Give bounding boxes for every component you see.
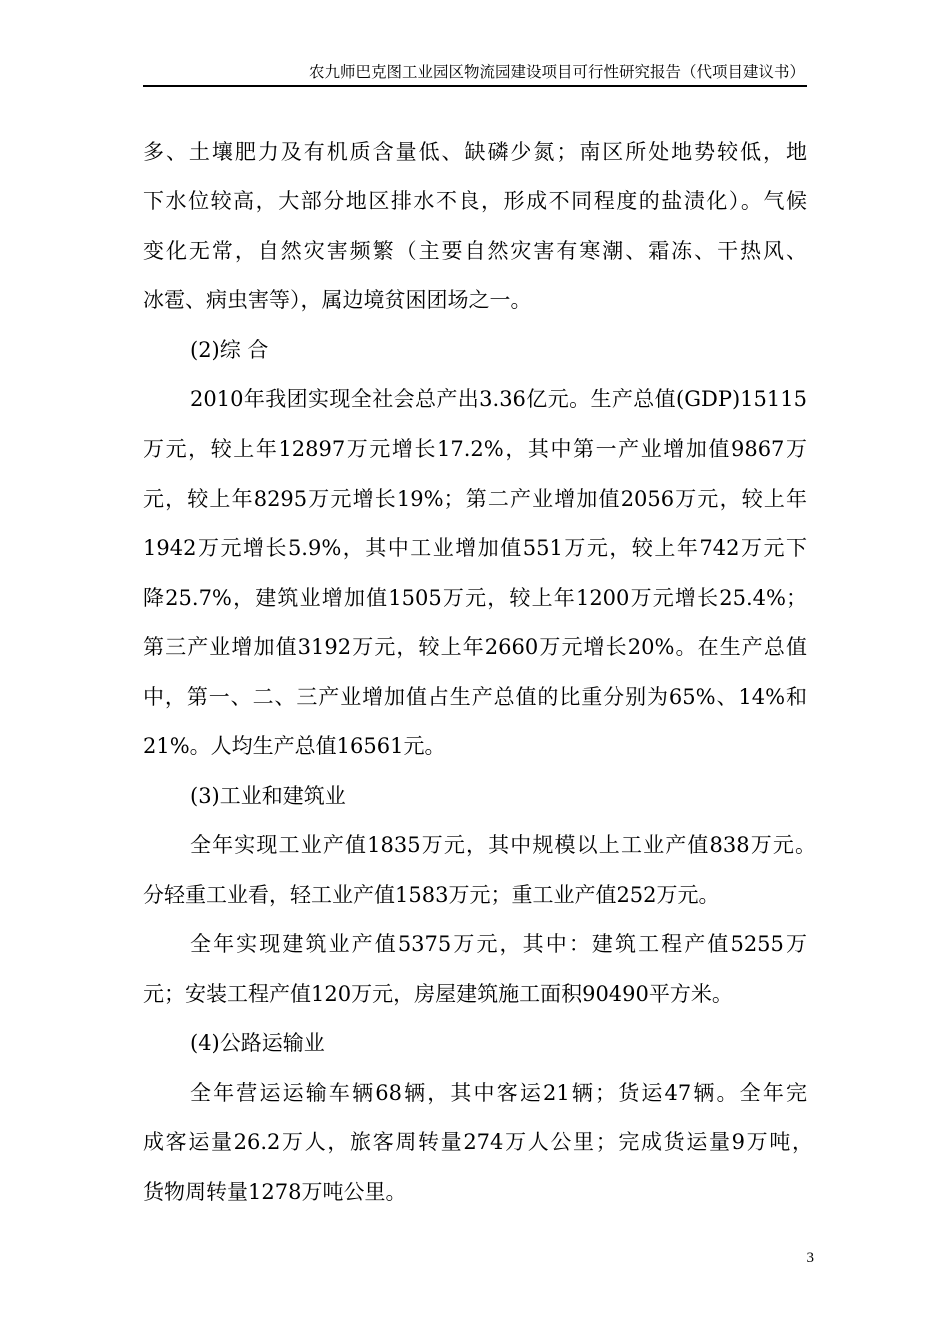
body-line: 元，较上年8295万元增长19%；第二产业增加值2056万元，较上年 [143,487,807,511]
body-line: 万元，较上年12897万元增长17.2%，其中第一产业增加值9867万 [143,437,807,461]
body-line: 下水位较高，大部分地区排水不良，形成不同程度的盐渍化）。气候 [143,189,807,213]
body-line: 分轻重工业看，轻工业产值1583万元；重工业产值252万元。 [143,883,720,907]
section-heading: (3)工业和建筑业 [190,784,346,808]
header-rule [143,85,807,87]
section-heading: (4)公路运输业 [190,1031,325,1055]
body-line: 成客运量26.2万人，旅客周转量274万人公里；完成货运量9万吨， [143,1130,813,1154]
body-line: 货物周转量1278万吨公里。 [143,1180,407,1204]
page-number: 3 [806,1250,814,1266]
body-line: 全年营运运输车辆68辆，其中客运21辆；货运47辆。全年完 [190,1081,807,1105]
body-line: 多、土壤肥力及有机质含量低、缺磷少氮；南区所处地势较低，地 [143,140,807,164]
body-line: 元；安装工程产值120万元，房屋建筑施工面积90490平方米。 [143,982,733,1006]
body-line: 21%。人均生产总值16561元。 [143,734,446,758]
body-line: 降25.7%，建筑业增加值1505万元，较上年1200万元增长25.4%； [143,586,807,610]
section-heading: (2)综 合 [190,338,269,362]
body-line: 全年实现建筑业产值5375万元，其中：建筑工程产值5255万 [190,932,807,956]
page-header: 农九师巴克图工业园区物流园建设项目可行性研究报告（代项目建议书） [308,63,805,81]
body-line: 1942万元增长5.9%，其中工业增加值551万元，较上年742万元下 [143,536,807,560]
body-line: 中，第一、二、三产业增加值占生产总值的比重分别为65%、14%和 [143,685,807,709]
body-line: 变化无常，自然灾害频繁（主要自然灾害有寒潮、霜冻、干热风、 [143,239,807,263]
body-line: 全年实现工业产值1835万元，其中规模以上工业产值838万元。 [190,833,816,857]
body-line: 冰雹、病虫害等），属边境贫困团场之一。 [143,288,532,312]
body-line: 2010年我团实现全社会总产出3.36亿元。生产总值(GDP)15115 [190,387,807,411]
body-line: 第三产业增加值3192万元，较上年2660万元增长20%。在生产总值 [143,635,807,659]
